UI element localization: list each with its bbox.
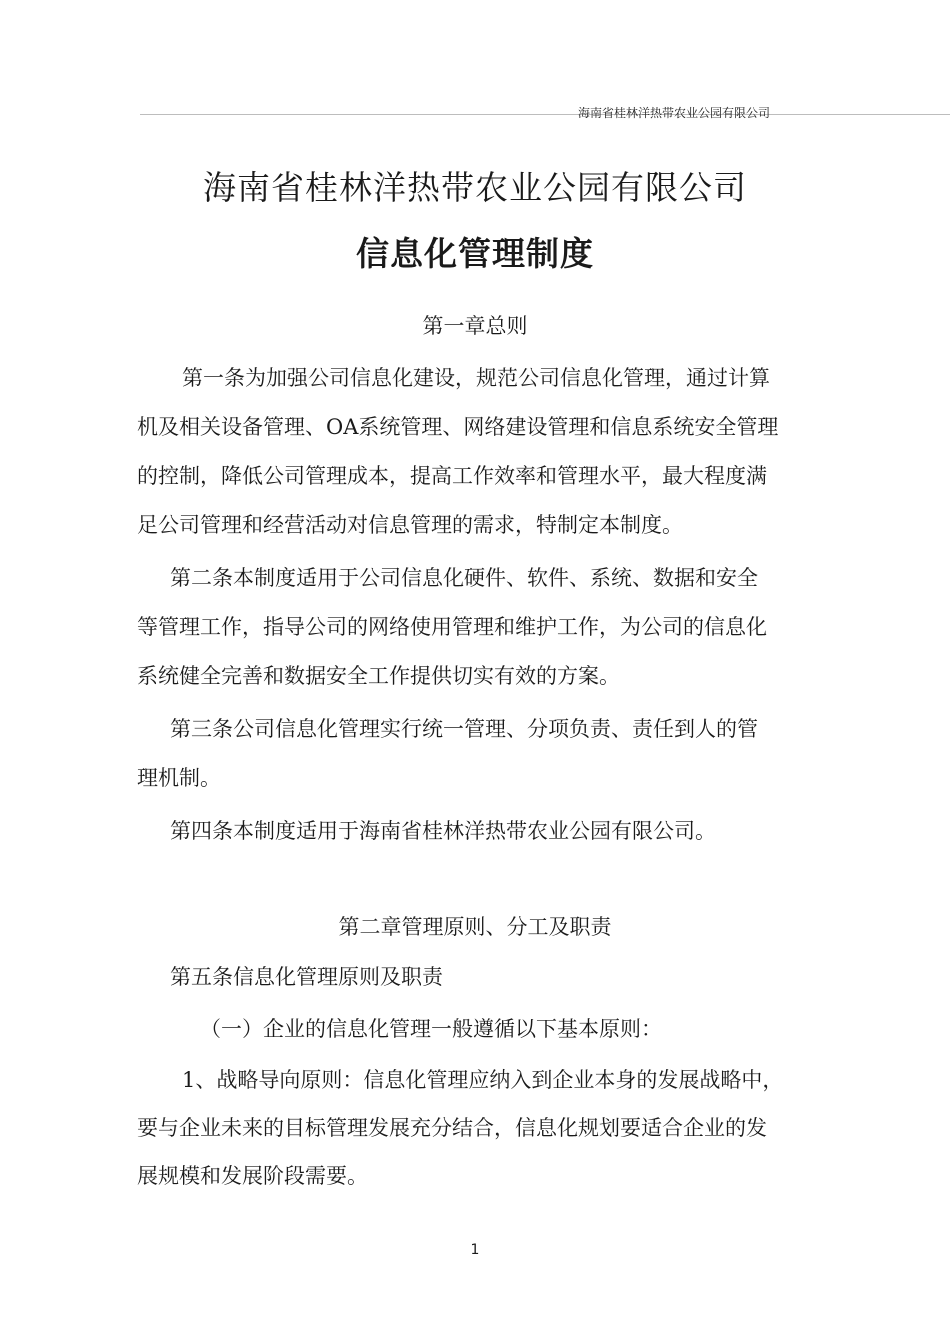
chapter-heading: 第二章管理原则、分工及职责 [338, 915, 612, 939]
document-subtitle: 信息化管理制度 [356, 234, 594, 273]
article-line: 要与企业未来的目标管理发展充分结合，信息化规划要适合企业的发 [137, 1116, 767, 1140]
article-line: 第二条本制度适用于公司信息化硬件、软件、系统、数据和安全 [170, 566, 758, 590]
article-line: 理机制。 [137, 766, 221, 790]
header-rule [140, 114, 950, 115]
article-line: 第三条公司信息化管理实行统一管理、分项负责、责任到人的管 [170, 717, 758, 741]
document-title: 海南省桂林洋热带农业公园有限公司 [203, 168, 747, 207]
article-line: （一）企业的信息化管理一般遵循以下基本原则： [200, 1017, 662, 1041]
article-line: 1、战略导向原则：信息化管理应纳入到企业本身的发展战略中， [182, 1068, 784, 1092]
article-line: 展规模和发展阶段需要。 [137, 1164, 368, 1188]
article-line: 机及相关设备管理、OA系统管理、网络建设管理和信息系统安全管理 [137, 415, 779, 439]
chapter-heading: 第一章总则 [422, 314, 528, 338]
article-line: 第五条信息化管理原则及职责 [170, 965, 443, 989]
article-line: 系统健全完善和数据安全工作提供切实有效的方案。 [137, 664, 620, 688]
article-line: 等管理工作，指导公司的网络使用管理和维护工作，为公司的信息化 [137, 615, 767, 639]
running-header: 海南省桂林洋热带农业公园有限公司 [578, 106, 771, 120]
page-number: 1 [470, 1242, 480, 1258]
article-line: 足公司管理和经营活动对信息管理的需求，特制定本制度。 [137, 513, 683, 537]
article-line: 第一条为加强公司信息化建设，规范公司信息化管理，通过计算 [182, 366, 770, 390]
article-line: 的控制，降低公司管理成本，提高工作效率和管理水平，最大程度满 [137, 464, 767, 488]
article-line: 第四条本制度适用于海南省桂林洋热带农业公园有限公司。 [170, 819, 716, 843]
